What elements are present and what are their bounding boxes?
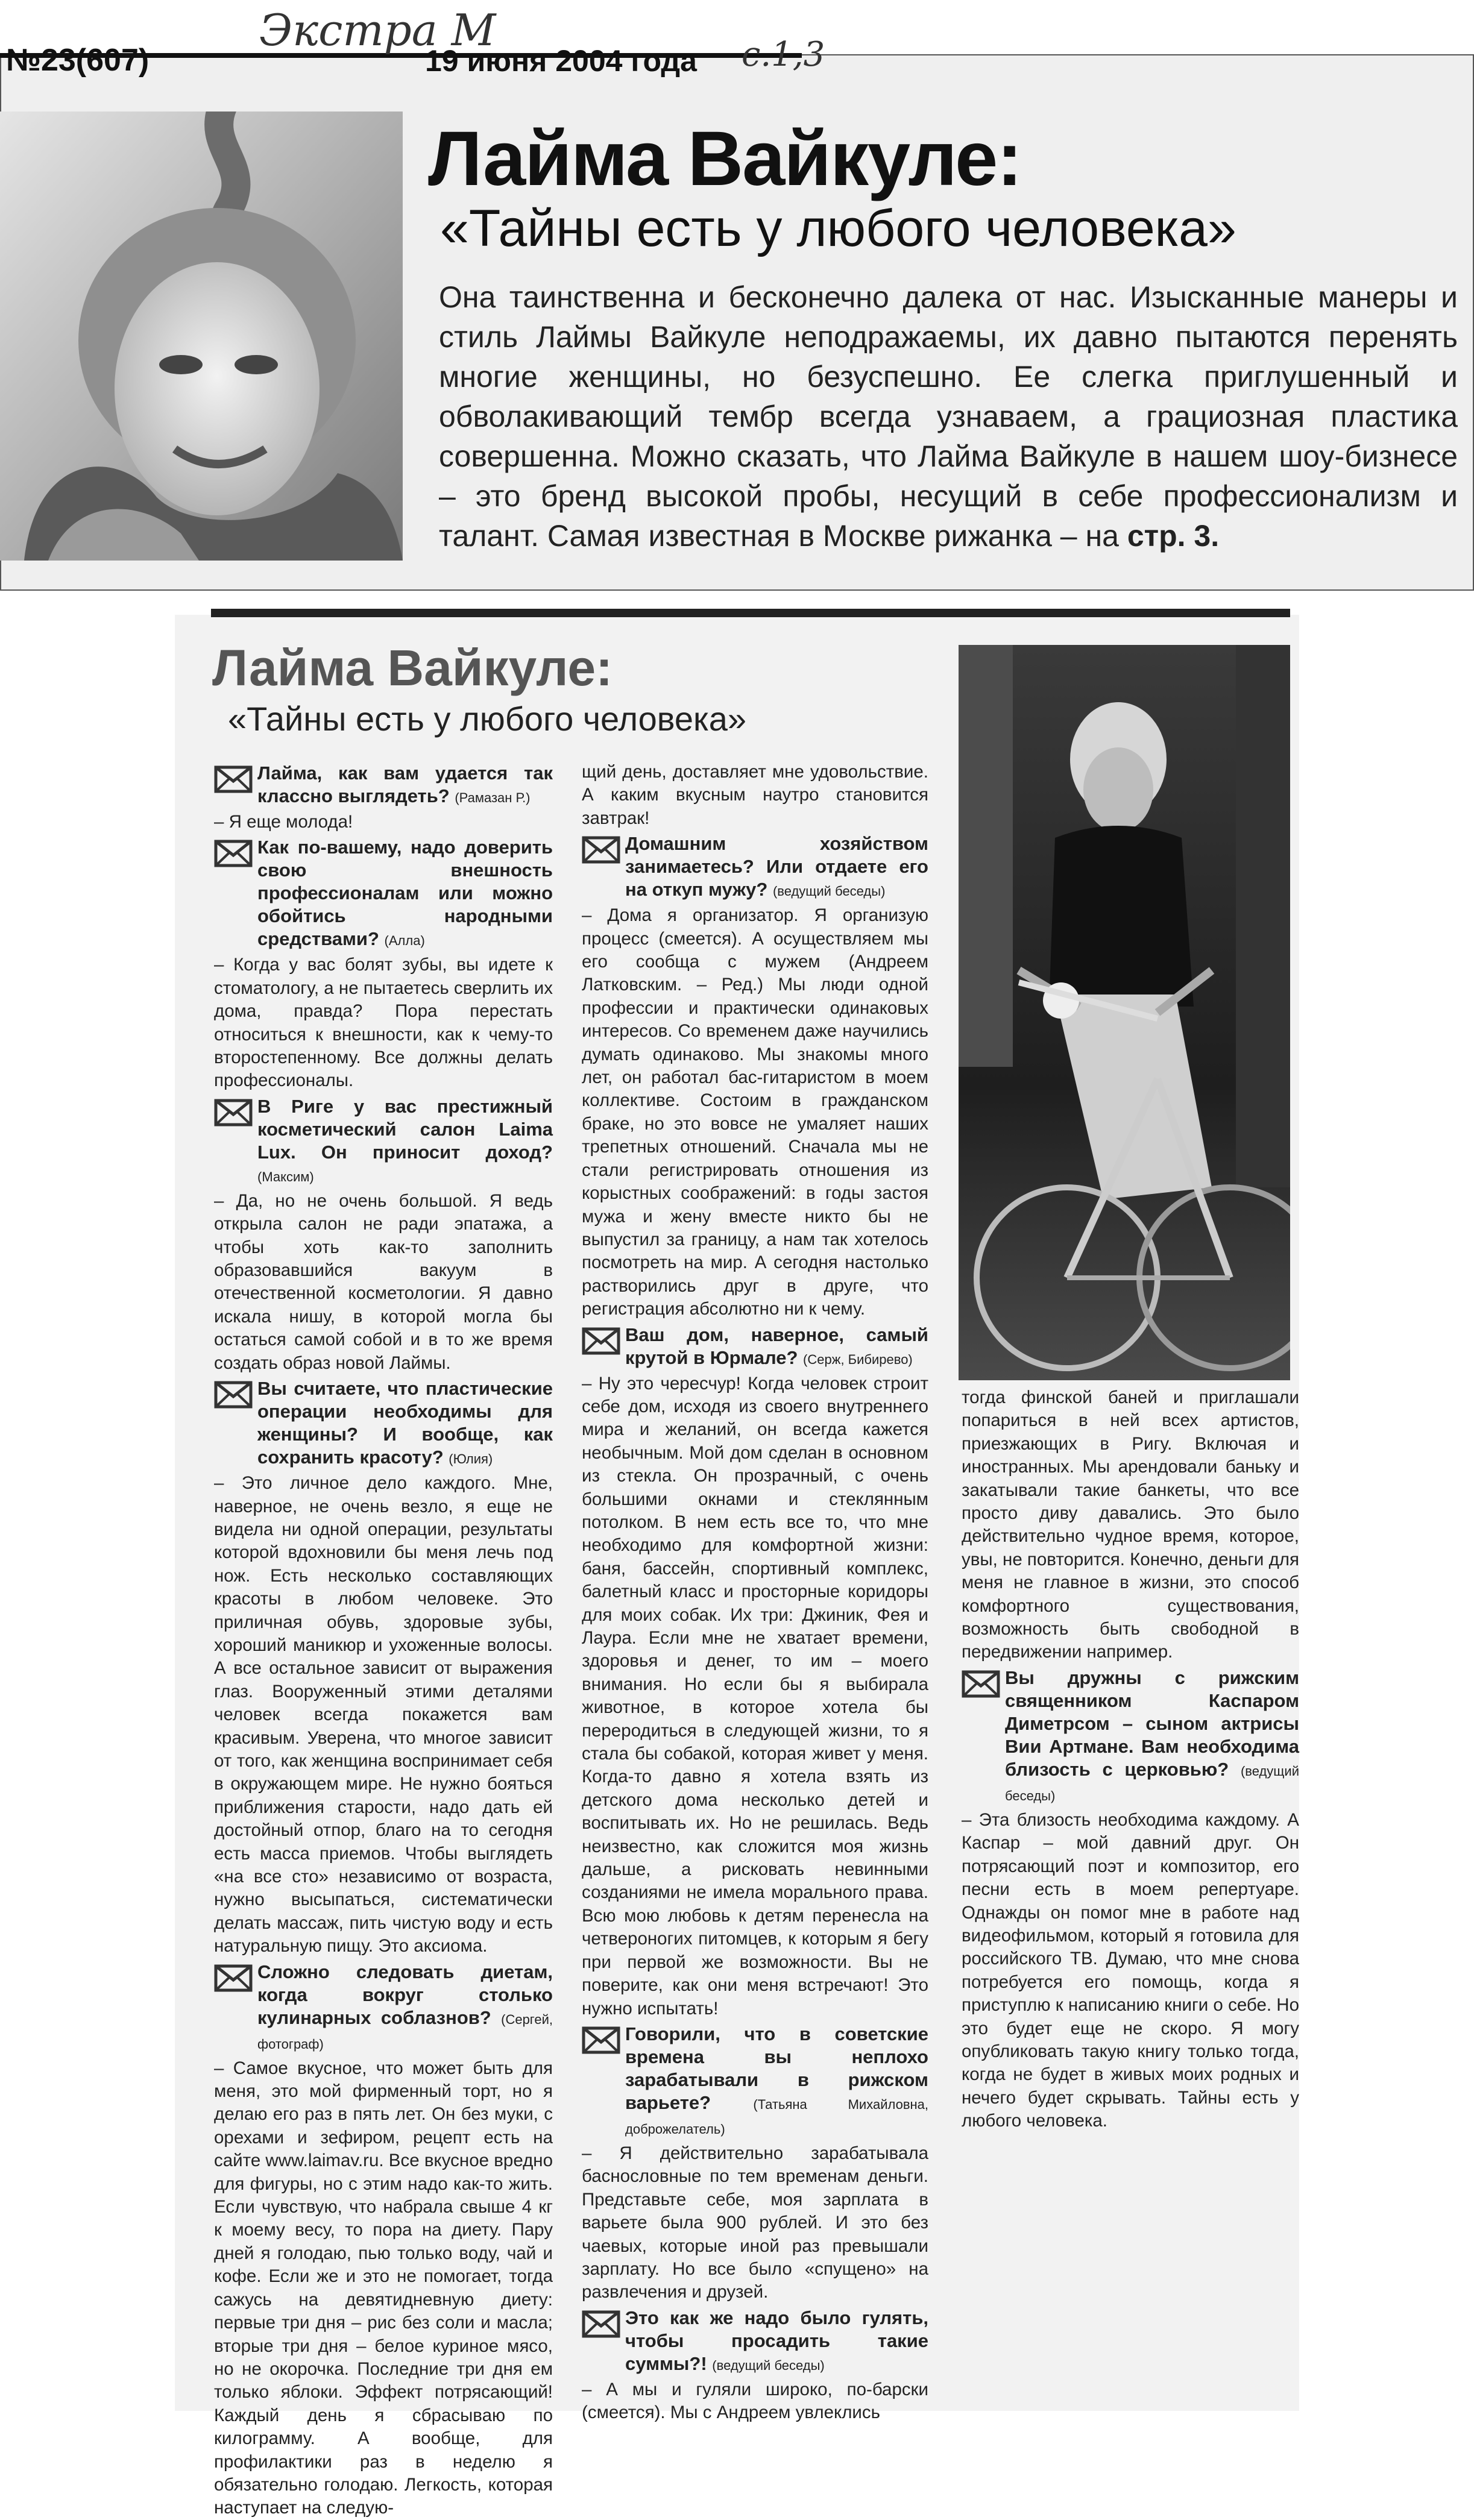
envelope-icon xyxy=(582,836,620,864)
answer-text: – Эта близость необходима каждому. А Каспар – мой давний друг. Он потрясающий поэт и композитор, его песни есть в моем репертуаре. Однажды он помог мне в работе над видеофильмом, который я готовила для российского ТВ. Думаю, что мне снова потребуется его помощь, когда я приступлю к написанию книги о себе. Но это будет еще не скоро. Я могу опубликовать такую книгу только тогда, когда не будет в живых моих родных и нечего будет скрывать. Тайны есть у любого человека. xyxy=(962,1809,1299,2131)
portrait-photo xyxy=(0,112,403,561)
article-subhead: «Тайны есть у любого человека» xyxy=(228,700,747,738)
article-top-rule xyxy=(211,609,1290,617)
answer-text: – Я еще молода! xyxy=(214,812,353,832)
question-author: (Юлия) xyxy=(449,1451,493,1467)
article-headline: Лайма Вайкуле: xyxy=(212,639,613,696)
envelope-icon xyxy=(582,1327,620,1355)
envelope-icon xyxy=(214,1381,253,1409)
answer-text: – Да, но не очень большой. Я ведь открыла салон не ради эпатажа, а чтобы хоть как-то заполнить образовавшийся вакуум в отечественной косметологии. Я давно искала нишу, в которой могла бы остаться самой собой и в то же время создать образ новой Лаймы. xyxy=(214,1190,553,1373)
question-text: Вы дружны с рижским священником Каспаром Диметрсом – сыном актрисы Вии Артмане. Вам необходима близость с церковью? (ведущий беседы) xyxy=(1005,1667,1299,1803)
front-page-ref: стр. 3. xyxy=(1127,519,1220,553)
handwritten-page-note: с.1,3 xyxy=(742,35,825,74)
answer-text: – Дома я организатор. Я организую процесс (смеется). А осуществляем мы его сообща с мужем (Андреем Латковским. – Ред.) Мы люди одной профессии и практически одинаковых интересов. Со временем даже научились думать одинаково. Мы знакомы много лет, он работал бас-гитаристом в моем коллективе. Состоим в гражданском браке, но это вовсе не умаляет наших трепетных отношений. Сначала мы не стали регистрировать отношения из корыстных соображений: в годы застоя мужа и жену вместе никто бы не выпустил за границу, а нам так хотелось посмотреть на мир. А сегодня настолько растворились друг в друге, что регистрация абсолютно ни к чему. xyxy=(582,905,928,1319)
question-text: В Риге у вас престижный косметический салон Laima Lux. Он приносит доход? (Максим) xyxy=(257,1095,553,1184)
portrait-photo-image xyxy=(0,112,403,561)
question-block xyxy=(962,1667,1299,1808)
issue-date: 19 июня 2004 года xyxy=(425,44,697,78)
question-author: (Алла) xyxy=(384,933,425,949)
question-block xyxy=(214,1095,553,1189)
answer-text: – Когда у вас болят зубы, вы идете к стоматологу, а не пытаетесь сверлить их дома, правда? Пора перестать относиться к внешности, как к чему-то второстепенному. Все должны делать профессионалы. xyxy=(214,955,553,1091)
envelope-icon xyxy=(214,765,253,793)
front-lead-text: Она таинственна и бесконечно далека от нас. Изысканные манеры и стиль Лаймы Вайкуле неподражаемы, их давно пытаются перенять многие женщины, но безуспешно. Ее слегка приглушенный и обволакивающий тембр всегда узнаваем, а грациозная пластика совершенна. Можно сказать, что Лайма Вайкуле в нашем шоу-бизнесе – это бренд высокой пробы, несущий в себе профессионализм и талант. Самая известная в Москве рижанка – на xyxy=(439,280,1458,553)
question-block xyxy=(214,1961,553,2056)
question-block xyxy=(214,836,553,952)
question-text: Как по-вашему, надо доверить свою внешность профессионалам или можно обойтись народными средствами? (Алла) xyxy=(257,837,553,950)
answer-text: – А мы и гуляли широко, по-барски (смеется). Мы с Андреем увлеклись xyxy=(582,2379,928,2423)
envelope-icon xyxy=(214,1099,253,1126)
issue-number: №23(607) xyxy=(6,43,150,78)
article-column-2 xyxy=(582,761,928,2425)
question-text: Ваш дом, наверное, самый крутой в Юрмале? (Серж, Бибирево) xyxy=(625,1324,928,1368)
question-text: Вы считаете, что пластические операции необходимы для женщины? И вообще, как сохранить красоту? (Юлия) xyxy=(257,1378,553,1468)
envelope-icon xyxy=(582,2310,620,2338)
question-author: (Рамазан Р.) xyxy=(455,790,531,805)
answer-text: тогда финской баней и приглашали попариться в ней всех артистов, приезжающих в Ригу. Включая и иностранных. Мы арендовали баньку и закатывали такие банкеты, что все просто диву давались. Это было действительно чудное время, которое, увы, не повторится. Конечно, деньги для меня не главное в жизни, это способ комфортного существования, возможность быть свободной в передвижении например. xyxy=(962,1387,1299,1662)
answer-text: – Самое вкусное, что может быть для меня, это мой фирменный торт, но я делаю его раз в пять лет. Он без муки, с орехами и зефиром, рецепт есть на сайте www.laimav.ru. Все вкусное вредно для фигуры, но с этим надо как-то жить. Если чувствую, что набрала свыше 4 кг к моему весу, то пора на диету. Пару дней я голодаю, пью только воду, чай и кофе. Если же и это не помогает, тогда сажусь на девятидневную диету: первые три дня – рис без соли и масла; вторые три дня – белое куриное мясо, но не окорочка. Последние три дня ем только яблоки. Эффект потрясающий! Каждый день я сбрасываю по килограмму. А вообще, для профилактики раз в неделю я обязательно голодаю. Легкость, которая наступает на следую- xyxy=(214,2058,553,2518)
bicycle-photo-image xyxy=(959,645,1290,1380)
question-block xyxy=(582,2023,928,2141)
envelope-icon xyxy=(962,1670,1000,1698)
question-author: (Серж, Бибирево) xyxy=(803,1351,913,1367)
handwritten-source-note: Экстра М xyxy=(259,5,496,55)
question-author: (Сергей, фотограф) xyxy=(257,2011,553,2052)
question-text: Лайма, как вам удается так классно выглядеть? (Рамазан Р.) xyxy=(257,762,553,806)
front-lead-paragraph xyxy=(439,277,1458,556)
question-author: (ведущий беседы) xyxy=(712,2357,825,2373)
question-block xyxy=(582,2307,928,2377)
answer-text: – Это личное дело каждого. Мне, наверное, не очень везло, я еще не видела ни одной операции, результаты которой вдохновили бы меня лечь под нож. Есть несколько составляющих красоты в любом человеке. Это приличная обувь, здоровые зубы, хороший маникюр и ухоженные волосы. А все остальное зависит от выражения глаз. Вооруженный этими деталями человек всегда покажется вам красивым. Уверена, что многое зависит от того, как женщина воспринимает себя в окружающем мире. Не нужно бояться приближения старости, надо дать ей достойный отпор, благо на то сегодня есть масса приемов. Чтобы выглядеть «на все сто» независимо от возраста, нужно высыпаться, систематически делать массаж, пить чистую воду и есть натуральную пищу. Это аксиома. xyxy=(214,1473,553,1956)
question-author: (ведущий беседы) xyxy=(772,884,886,899)
envelope-icon xyxy=(214,840,253,867)
bicycle-photo xyxy=(959,645,1290,1380)
front-headline: Лайма Вайкуле: xyxy=(428,116,1021,202)
answer-text: щий день, доставляет мне удовольствие. А каким вкусным наутро становится завтрак! xyxy=(582,762,928,828)
answer-text: – Ну это чересчур! Когда человек строит себе дом, исходя из своего внутреннего мира и желаний, он всегда кажется необычным. Мой дом сделан в основном из стекла. Он прозрачный, с очень большими окнами и стеклянным потолком. В нем есть все то, что мне необходимо для комфортной жизни: баня, бассейн, спортивный комплекс, балетный класс и просторные коридоры для моих собак. Их три: Джиник, Фея и Лаура. Если мне не хватает времени, здоровья и денег, то им – моего внимания. Но если бы я выбирала животное, в которое хотела бы переродиться в следующей жизни, то я стала бы собакой, которая живет у меня. Когда-то давно я хотела взять из детского дома несколько детей и воспитывать их. Но не решилась. Ведь неизвестно, как сложится моя жизнь дальше, а рисковать невинными созданиями не имела морального права. Всю мою любовь к детям перенесла на четвероногих питомцев, к которым я бегу при первой же возможности. Вы не поверите, как они меня встречают! Это нужно испытать! xyxy=(582,1373,928,2019)
question-author: (ведущий беседы) xyxy=(1005,1763,1299,1803)
envelope-icon xyxy=(582,2026,620,2054)
question-text: Это как же надо было гулять, чтобы просадить такие суммы?! (ведущий беседы) xyxy=(625,2307,928,2374)
question-block xyxy=(214,1377,553,1471)
question-text: Сложно следовать диетам, когда вокруг столько кулинарных соблазнов? (Сергей, фотограф) xyxy=(257,1961,553,2052)
question-author: (Максим) xyxy=(257,1169,314,1184)
question-block xyxy=(582,1324,928,1371)
article-column-1 xyxy=(214,759,553,2520)
front-subhead: «Тайны есть у любого человека» xyxy=(440,200,1236,257)
article-column-3 xyxy=(962,1386,1299,2133)
question-block xyxy=(582,832,928,903)
answer-text: – Я действительно зарабатывала баснословные по тем временам деньги. Представьте себе, моя зарплата в варьете была 900 рублей. И это без чаевых, которые иной раз превышали зарплату. Но все было «спущено» на развлечения и друзей. xyxy=(582,2143,928,2302)
question-author: (Татьяна Михайловна, доброжелатель) xyxy=(625,2096,928,2137)
question-block xyxy=(214,762,553,809)
question-text: Говорили, что в советские времена вы неплохо зарабатывали в рижском варьете? (Татьяна Михайловна, доброжелатель) xyxy=(625,2023,928,2137)
question-text: Домашним хозяйством занимаетесь? Или отдаете его на откуп мужу? (ведущий беседы) xyxy=(625,833,928,900)
envelope-icon xyxy=(214,1964,253,1992)
